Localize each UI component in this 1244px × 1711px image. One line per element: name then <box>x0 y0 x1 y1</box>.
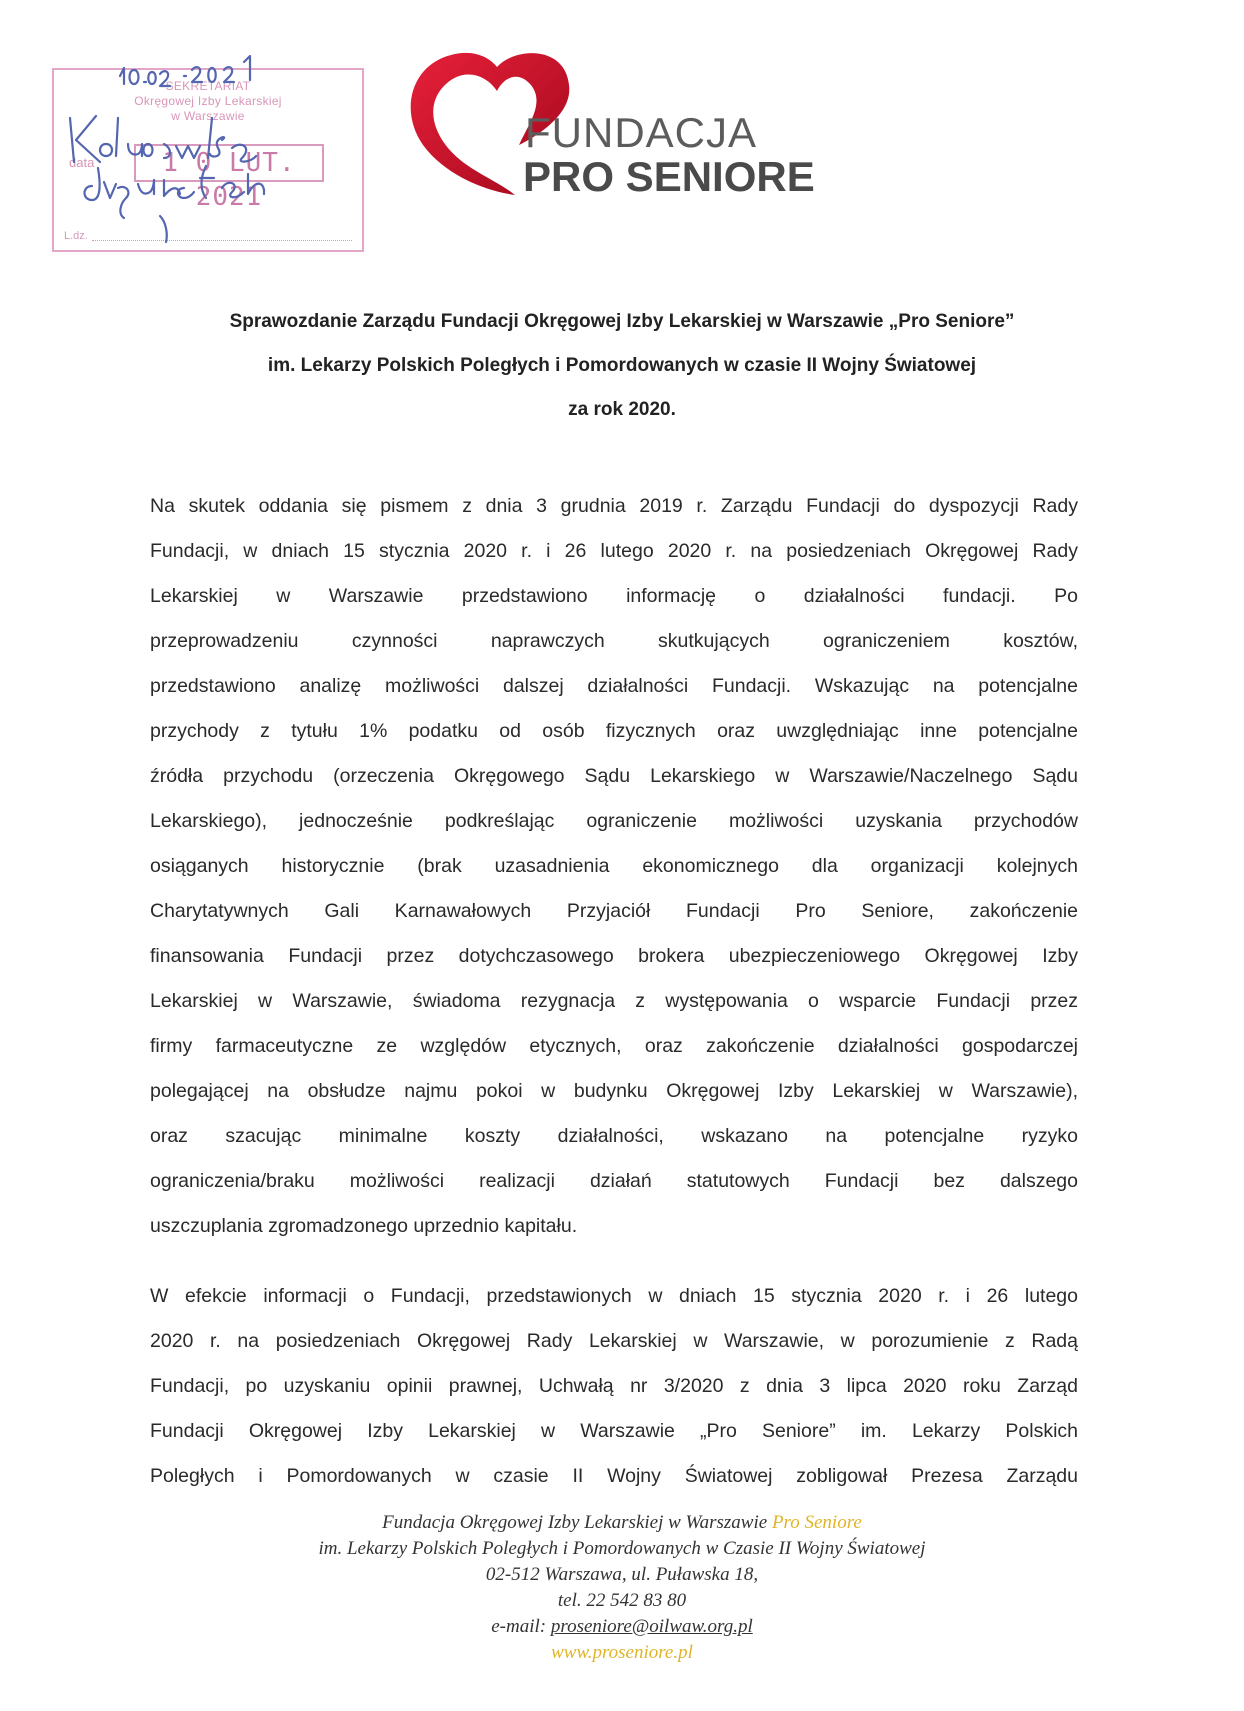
paragraph-line: Lekarskiej w Warszawie, świadoma rezygnacja z występowania o wsparcie Fundacji przez <box>150 990 1078 1012</box>
paragraph-line: Poległych i Pomordowanych w czasie II Wojny Światowej zobligował Prezesa Zarządu <box>150 1465 1078 1487</box>
stamp-line-city: w Warszawie <box>171 109 245 123</box>
footer-line-2: im. Lekarzy Polskich Poległych i Pomordowanych w Czasie II Wojny Światowej <box>318 1538 926 1559</box>
paragraph-line: 2020 r. na posiedzeniach Okręgowej Rady Lekarskiej w Warszawie, w porozumienie z Radą <box>150 1330 1078 1352</box>
paragraph-line: Fundacji, w dniach 15 stycznia 2020 r. i 26 lutego 2020 r. na posiedzeniach Okręgowej Rady <box>150 540 1078 562</box>
paragraph-line: polegającej na obsłudze najmu pokoi w budynku Okręgowej Izby Lekarskiej w Warszawie), <box>150 1080 1078 1102</box>
paragraph-line: Lekarskiego), jednocześnie podkreślając ograniczenie możliwości uzyskania przychodów <box>150 810 1078 832</box>
paragraph-line: osiąganych historycznie (brak uzasadnienia ekonomicznego dla organizacji kolejnych <box>150 855 1078 877</box>
stamp-date: 1 0 LUT. 2021 <box>134 144 324 182</box>
title-line-3: za rok 2020. <box>568 399 676 420</box>
paragraph-line: uszczuplania zgromadzonego uprzednio kapitału. <box>150 1215 578 1237</box>
logo-text-pro-seniore: PRO SENIORE <box>523 153 815 200</box>
footer-email-link[interactable]: proseniore@oilwaw.org.pl <box>550 1616 753 1637</box>
paragraph-line: przedstawiono analizę możliwości dalszej działalności Fundacji. Wskazując na potencjalne <box>150 675 1078 697</box>
paragraph-line: oraz szacując minimalne koszty działalności, wskazano na potencjalne ryzyko <box>150 1125 1078 1147</box>
paragraph-line: ograniczenia/braku możliwości realizacji działań statutowych Fundacji bez dalszego <box>150 1170 1078 1192</box>
footer-email-line <box>0 1614 1244 1640</box>
logo-text-fundacja: FUNDACJA <box>525 109 758 156</box>
paragraph-line: Na skutek oddania się pismem z dnia 3 grudnia 2019 r. Zarządu Fundacji do dyspozycji Rady <box>150 495 1078 517</box>
title-line-1: Sprawozdanie Zarządu Fundacji Okręgowej Izby Lekarskiej w Warszawie „Pro Seniore” <box>229 311 1015 332</box>
handwritten-signature <box>52 48 352 248</box>
paragraph-line: Lekarskiej w Warszawie przedstawiono informację o działalności fundacji. Po <box>150 585 1078 607</box>
paragraph-line: Charytatywnych Gali Karnawałowych Przyjaciół Fundacji Pro Seniore, zakończenie <box>150 900 1078 922</box>
stamp-line-secretariat: SEKRETARIAT <box>165 79 251 93</box>
stamp-ldz-label: L.dz. <box>64 230 88 242</box>
paragraph-line: firmy farmaceutyczne ze względów etycznych, oraz zakończenie działalności gospodarczej <box>150 1035 1078 1057</box>
footer-address: 02-512 Warszawa, ul. Puławska 18, <box>485 1564 759 1585</box>
footer-brand-name: Pro Seniore <box>771 1512 862 1533</box>
letterhead-footer <box>0 1510 1244 1666</box>
paragraph-1 <box>150 484 1078 1249</box>
paragraph-line: przeprowadzeniu czynności naprawczych skutkujących ograniczeniem kosztów, <box>150 630 1078 652</box>
paragraph-line: przychody z tytułu 1% podatku od osób fizycznych oraz uwzględniając inne potencjalne <box>150 720 1078 742</box>
footer-phone: tel. 22 542 83 80 <box>557 1590 687 1611</box>
footer-line-1 <box>0 1510 1244 1536</box>
paragraph-line: W efekcie informacji o Fundacji, przedstawionych w dniach 15 stycznia 2020 r. i 26 lutego <box>150 1285 1078 1307</box>
foundation-logo <box>405 45 825 205</box>
footer-foundation-name: Fundacja Okręgowej Izby Lekarskiej w Warszawie <box>382 1512 772 1533</box>
stamp-date-label: data <box>69 155 95 170</box>
stamp-line-chamber: Okręgowej Izby Lekarskiej <box>134 94 282 108</box>
paragraph-line: Fundacji Okręgowej Izby Lekarskiej w Warszawie „Pro Seniore” im. Lekarzy Polskich <box>150 1420 1078 1442</box>
paragraph-line: źródła przychodu (orzeczenia Okręgowego Sądu Lekarskiego w Warszawie/Naczelnego Sądu <box>150 765 1078 787</box>
paragraph-2 <box>150 1274 1078 1499</box>
paragraph-line: finansowania Fundacji przez dotychczasowego brokera ubezpieczeniowego Okręgowej Izby <box>150 945 1078 967</box>
title-line-2: im. Lekarzy Polskich Poległych i Pomordowanych w czasie II Wojny Światowej <box>267 355 977 376</box>
footer-website-link[interactable]: www.proseniore.pl <box>551 1642 693 1663</box>
report-title <box>100 300 1144 432</box>
footer-email-label: e-mail: <box>491 1616 551 1637</box>
paragraph-line: Fundacji, po uzyskaniu opinii prawnej, Uchwałą nr 3/2020 z dnia 3 lipca 2020 roku Zarząd <box>150 1375 1078 1397</box>
